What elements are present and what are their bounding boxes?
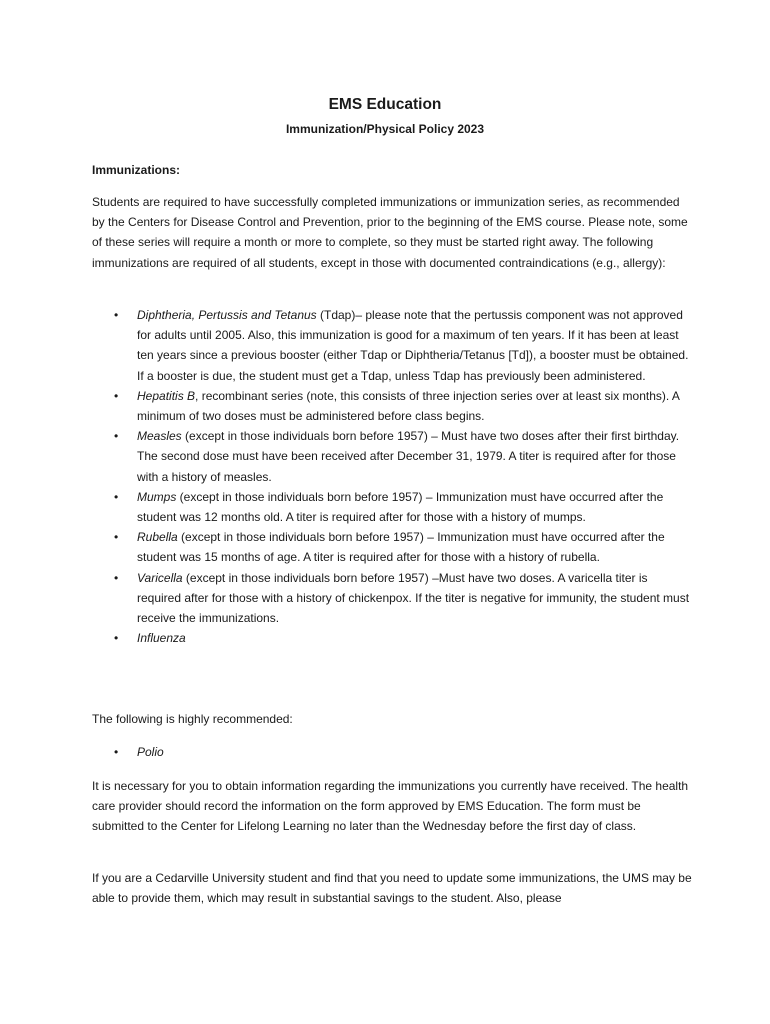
- required-immunizations-list: [92, 305, 692, 648]
- immunization-name: Polio: [137, 745, 164, 759]
- list-item: [92, 568, 692, 629]
- immunization-details: (except in those individuals born before 1957) – Immunization must have occurred after the student was 12 months old. A titer is required after for those with a history of mumps.: [137, 489, 664, 525]
- immunization-details: , recombinant series (note, this consists of three injection series over at least six months). A minimum of two doses must be administered before class begins.: [137, 388, 680, 424]
- immunization-details: (except in those individuals born before 1957) –Must have two doses. A varicella titer is required after for those with a history of chickenpox. If the titer is negative for immunity, the student must receive the immunizations.: [137, 570, 690, 626]
- list-item: [92, 628, 692, 648]
- immunization-details: (except in those individuals born before 1957) – Immunization must have occurred after the student was 15 months of age. A titer is required after for those with a history of rubella.: [137, 530, 665, 565]
- recommended-immunizations-list: [92, 742, 692, 762]
- immunization-details: (Tdap)– please note that the pertussis component was not approved for adults until 2005. Also, this immunization is good for a maximum of ten years. If it has been at least ten years since a previous booster (either Tdap or Diphtheria/Tetanus [Td]), a booster must be obtained. If a booster is due, the student must get a Tdap, unless Tdap has previously been administered.: [137, 308, 689, 383]
- bullet-icon: •: [114, 745, 119, 759]
- immunization-name: Mumps: [137, 489, 177, 504]
- list-item: [92, 386, 692, 426]
- info-paragraph: It is necessary for you to obtain information regarding the immunizations you currently have received. The health care provider should record the information on the form approved by EMS Education. The form must be submitted to the Center for Lifelong Learning no later than the Wednesday before the first day of class.: [92, 779, 689, 834]
- bullet-icon: •: [114, 530, 119, 545]
- immunization-name: Hepatitis B: [137, 388, 196, 403]
- immunization-name: Rubella: [137, 530, 178, 545]
- immunization-name: Varicella: [137, 570, 183, 585]
- immunization-name: Measles: [137, 429, 182, 444]
- list-item: [92, 527, 692, 567]
- list-item: [92, 742, 692, 762]
- document-title: EMS Education: [328, 96, 442, 113]
- intro-paragraph: Students are required to have successfully completed immunizations or immunization series, as recommended by the Centers for Disease Control and Prevention, prior to the beginning of the EMS course. Please note, some of these series will require a month or more to complete, so they must be started right away. The following immunizations are required of all students, except in those with documented contraindications (e.g., allergy):: [92, 195, 688, 270]
- bullet-icon: •: [114, 308, 119, 322]
- immunization-name: Influenza: [137, 631, 186, 646]
- immunization-details: (except in those individuals born before 1957) – Must have two doses after their first birthday. The second dose must have been received after December 31, 1979. A titer is required after for those with a history of measles.: [137, 429, 680, 484]
- recommended-intro: The following is highly recommended:: [92, 712, 293, 726]
- immunization-name: Diphtheria, Pertussis and Tetanus: [137, 308, 317, 322]
- list-item: [92, 305, 692, 386]
- list-item: [92, 426, 692, 487]
- bullet-icon: •: [114, 429, 119, 444]
- list-item: [92, 487, 692, 527]
- bullet-icon: •: [114, 570, 119, 585]
- immunizations-heading: Immunizations:: [92, 163, 181, 177]
- bullet-icon: •: [114, 388, 119, 403]
- bullet-icon: •: [114, 489, 119, 504]
- bullet-icon: •: [114, 631, 119, 646]
- document-subtitle: Immunization/Physical Policy 2023: [285, 122, 485, 136]
- cedarville-paragraph: If you are a Cedarville University student and find that you need to update some immunizations, the UMS may be able to provide them, which may result in substantial savings to the student. Also, please: [92, 871, 692, 906]
